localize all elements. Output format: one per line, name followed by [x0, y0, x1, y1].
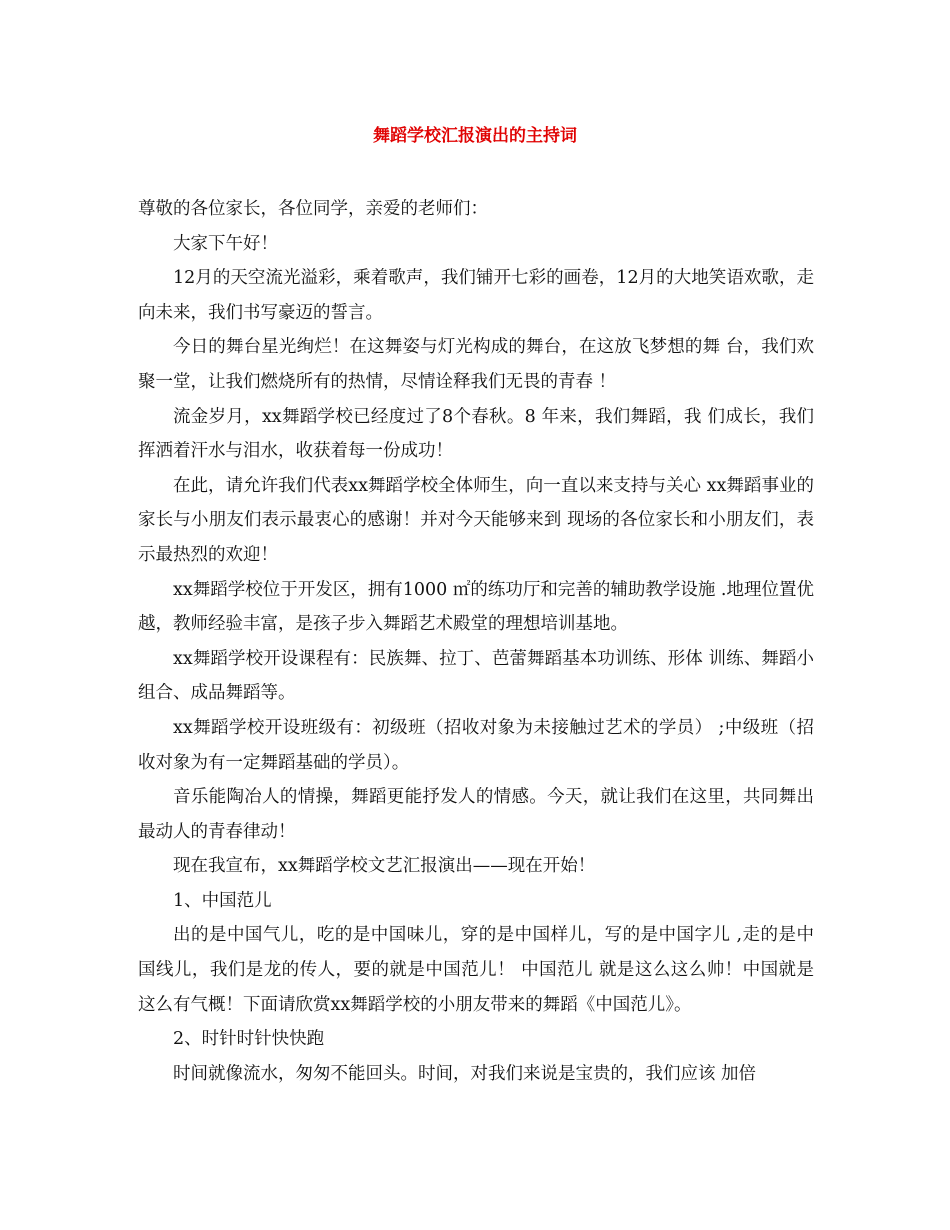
program-heading: 1、中国范儿: [173, 890, 272, 911]
body-paragraph: 流金岁月，xx舞蹈学校已经度过了8个春秋。8 年来，我们舞蹈，我 们成长，我们挥洒着汗水与泪水，收获着每一份成功！: [138, 406, 814, 462]
greeting-paragraph: 大家下午好！: [173, 233, 278, 254]
body-paragraph: 出的是中国气儿，吃的是中国味儿，穿的是中国样儿，写的是中国字儿 ,走的是中国线儿，我们是龙的传人，要的就是中国范儿！ 中国范儿 就是这么这么帅！中国就是这么有气概！下面请欣赏xx舞蹈学校的小朋友带来的舞蹈《中国范儿》。: [138, 925, 814, 1015]
body-paragraph: xx舞蹈学校位于开发区，拥有1000 ㎡的练功厅和完善的辅助教学设施 .地理位置优越，教师经验丰富，是孩子步入舞蹈艺术殿堂的理想培训基地。: [138, 579, 814, 635]
document-body: [138, 192, 814, 1091]
salutation-paragraph: 尊敬的各位家长，各位同学，亲爱的老师们：: [138, 199, 488, 219]
program-heading: 2、时针时针快快跑: [173, 1029, 325, 1050]
body-paragraph: 12月的天空流光溢彩，乘着歌声，我们铺开七彩的画卷，12月的大地笑语欢歌，走向未来，我们书写豪迈的誓言。: [138, 268, 814, 323]
body-paragraph: 今日的舞台星光绚烂！在这舞姿与灯光构成的舞台，在这放飞梦想的舞 台，我们欢聚一堂，让我们燃烧所有的热情，尽情诠释我们无畏的青春 ！: [138, 337, 814, 392]
document-title: 舞蹈学校汇报演出的主持词: [373, 126, 577, 146]
body-paragraph: 时间就像流水，匆匆不能回头。时间，对我们来说是宝贵的，我们应该 加倍: [173, 1063, 757, 1084]
body-paragraph: xx舞蹈学校开设课程有：民族舞、拉丁、芭蕾舞蹈基本功训练、形体 训练、舞蹈小组合、成品舞蹈等。: [138, 648, 814, 704]
body-paragraph: xx舞蹈学校开设班级有：初级班（招收对象为未接触过艺术的学员） ;中级班（招收对象为有一定舞蹈基础的学员）。: [138, 717, 814, 773]
body-paragraph: 音乐能陶冶人的情操，舞蹈更能抒发人的情感。今天，就让我们在这里，共同舞出最动人的青春律动！: [138, 787, 814, 842]
announcement-paragraph: 现在我宣布，xx舞蹈学校文艺汇报演出——现在开始！: [173, 856, 596, 877]
body-paragraph: 在此，请允许我们代表xx舞蹈学校全体师生，向一直以来支持与关心 xx舞蹈事业的家长与小朋友们表示最衷心的感谢！并对今天能够来到 现场的各位家长和小朋友们，表示最热烈的欢迎！: [138, 475, 814, 565]
